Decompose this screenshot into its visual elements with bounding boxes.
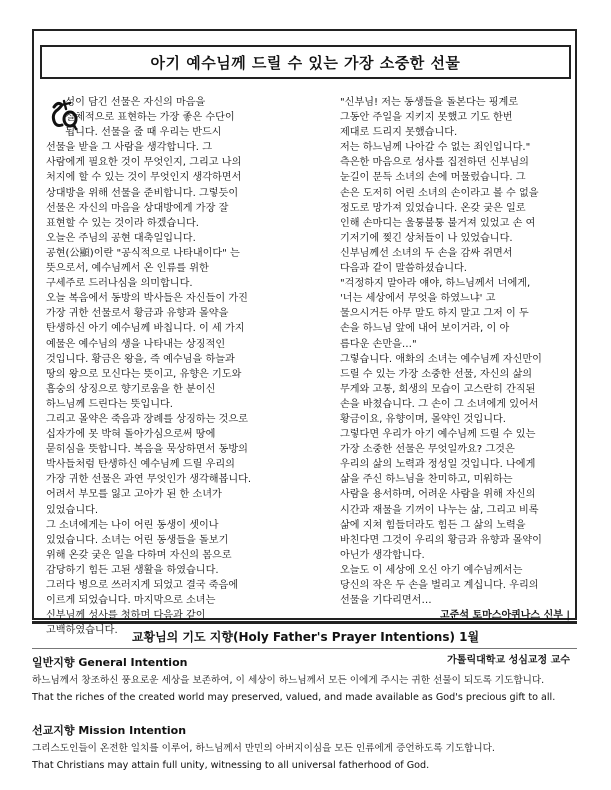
body-text-line: 시간과 재물을 기꺼이 나누는 삶, 그리고 비록: [340, 504, 539, 516]
body-text-line: 당신의 작은 두 손을 벌리고 계십니다. 우리의: [340, 580, 539, 591]
body-text-line: 처지에 할 수 있는 것이 무엇인지 생각하면서: [46, 172, 242, 184]
body-text-line: "걱정하지 말아라 얘야, 하느님께서 너에게,: [340, 278, 531, 290]
body-text-line: '너는 세상에서 무엇을 하였느냐' 고: [340, 293, 496, 305]
body-text-line: 황금이요, 유향이며, 몰약인 것입니다.: [340, 413, 507, 425]
body-text-line: 다음과 같이 말씀하셨습니다.: [340, 263, 468, 275]
body-text-line: 측은한 마음으로 성사를 집전하던 신부님의: [340, 157, 529, 169]
body-text-line: 드릴 수 있는 가장 소중한 선물, 자신의 삶의: [340, 368, 533, 380]
body-text-line: 탄생하신 아기 예수님께 바칩니다. 이 세 가지: [46, 323, 245, 335]
body-text-line: 상대방을 위해 선물을 준비합니다. 그렇듯이: [46, 187, 239, 199]
general-intention-english: That the riches of the created world may preserved, valued, and made available as God's precious gift to all.: [32, 692, 556, 703]
body-text-line: 제대로 드리지 못했습니다.: [340, 127, 458, 139]
general-intention-heading: 일반지향 General Intention: [32, 656, 188, 669]
body-text-line: 선물은 자신의 마음을 상대방에게 가장 잘: [46, 202, 229, 214]
mission-intention-english: That Christians may attain full unity, witnessing to all universal fatherhood of God.: [32, 760, 430, 771]
body-text-line: 기저기에 찢긴 상처들이 나 있었습니다.: [340, 232, 513, 244]
body-text-line: 사람에게 필요한 것이 무엇인지, 그리고 나의: [46, 157, 242, 169]
body-text-line: 이르게 되었습니다. 마지막으로 소녀는: [46, 595, 216, 607]
body-text-line: 손을 하느님 앞에 내어 보이거라, 이 아: [340, 323, 510, 335]
body-text-line: 그렇다면 우리가 아기 예수님께 드릴 수 있는: [340, 429, 536, 441]
body-text-line: 묻히심을 뜻합니다. 복음을 묵상하면서 동방의: [46, 444, 248, 456]
body-text-line: 예물은 예수님의 생을 나타내는 상징적인: [46, 338, 226, 350]
mission-intention-heading: 선교지향 Mission Intention: [32, 724, 187, 737]
article-right-column: [340, 95, 576, 608]
body-text-line: 삶을 주신 하느님을 찬미하고, 미워하는: [340, 474, 513, 486]
body-text-line: "신부님! 저는 동생들을 돌본다는 핑계로: [340, 97, 519, 108]
body-text-line: 손을 바쳤습니다. 그 손이 그 소녀에게 있어서: [340, 398, 539, 410]
body-text-line: 표현할 수 있는 것이라 하겠습니다.: [46, 217, 200, 229]
body-text-line: 어려서 부모를 잃고 고아가 된 한 소녀가: [46, 489, 222, 501]
body-text-line: 것입니다. 황금은 왕을, 즉 예수님을 하늘과: [46, 353, 235, 365]
body-text-line: 위해 온갖 궂은 일을 다하며 자신의 몸으로: [46, 549, 232, 561]
body-text-line: 우리의 삶의 노력과 정성일 것입니다. 나에게: [340, 459, 536, 471]
body-text-line: 정도로 망가져 있었습니다. 온갖 궂은 일로: [340, 202, 526, 214]
article-title: 아기 예수님께 드릴 수 있는 가장 소중한 선물: [40, 45, 571, 79]
body-text-line: 실체적으로 표현하는 가장 좋은 수단이: [46, 112, 235, 124]
body-text-line: 뜻으로서, 예수님께서 온 인류를 위한: [46, 263, 209, 275]
body-text-line: 됩니다. 선물을 줄 때 우리는 반드시: [46, 127, 222, 139]
body-text-line: 있었습니다.: [46, 504, 99, 516]
body-text-line: 박사들처럼 탄생하신 예수님께 드릴 우리의: [46, 459, 235, 471]
body-text-line: 아닌가 생각합니다.: [340, 549, 425, 561]
article-left-column: [46, 95, 298, 638]
author-affiliation: 가톨릭대학교 성심교정 교수: [447, 655, 571, 666]
body-text-line: 그동안 주일을 지키지 못했고 기도 한번: [340, 112, 513, 124]
body-text-line: 그리고 몰약은 죽음과 장례를 상징하는 것으로: [46, 413, 248, 425]
general-intention-korean: 하느님께서 창조하신 풍요로운 세상을 보존하여, 이 세상이 하느님께서 모든 이에게 주시는 귀한 선물이 되도록 기도합니다.: [32, 675, 545, 686]
mission-intention-korean: 그리스도인들이 온전한 일치를 이루어, 하느님께서 만민의 아버지이심을 모든 인류에게 증언하도록 기도합니다.: [32, 743, 495, 754]
body-text-line: 그러다 병으로 쓰러지게 되었고 결국 죽음에: [46, 580, 239, 591]
body-text-line: 사람을 용서하며, 어려운 사람을 위해 자신의: [340, 489, 536, 501]
body-text-line: 그 소녀에게는 나이 어린 동생이 셋이나: [46, 519, 219, 531]
body-text-line: 신부님께선 소녀의 두 손을 감싸 쥐면서: [340, 247, 513, 259]
body-text-line: 가장 귀한 선물은 과연 무엇인가 생각해봅니다.: [46, 474, 252, 486]
body-text-line: 구세주로 드러나심을 의미합니다.: [46, 278, 193, 290]
body-text-line: 인해 손마디는 울퉁불퉁 불거져 있었고 손 여: [340, 217, 536, 229]
body-text-line: 오늘도 이 세상에 오신 아기 예수님께서는: [340, 564, 523, 576]
body-text-line: 공현(公顯)이란 "공식적으로 나타내이다" 는: [46, 247, 240, 259]
body-text-line: 무게와 고통, 희생의 모습이 고스란히 간직된: [340, 383, 536, 395]
body-text-line: 신부님께 성사를 청하며 다음과 같이: [46, 610, 206, 622]
body-text-line: 물으시거든 아무 말도 하지 말고 그저 이 두: [340, 308, 529, 320]
body-text-line: 그렇습니다. 애화의 소녀는 예수님께 자신만이: [340, 353, 542, 365]
body-text-line: 오늘은 주님의 공현 대축일입니다.: [46, 232, 196, 244]
author-name: 고준석 토마스아퀴나스 신부 |: [440, 610, 571, 621]
body-text-line: 십자가에 못 박혀 돌아가심으로써 땅에: [46, 429, 216, 441]
body-text-line: 가장 귀한 선물로서 황금과 유향과 몰약을: [46, 308, 229, 320]
body-text-line: 성이 담긴 선물은 자신의 마음을: [46, 97, 206, 108]
body-text-line: 저는 하느님께 나아갈 수 없는 죄인입니다.": [340, 142, 531, 154]
body-text-line: 삶에 지쳐 힘들더라도 힘든 그 삶의 노력을: [340, 519, 526, 531]
body-text-line: 오늘 복음에서 동방의 박사들은 자신들이 가진: [46, 293, 248, 305]
intentions-title: 교황님의 기도 지향(Holy Father's Prayer Intentions) 1월: [131, 630, 480, 644]
body-text-line: 감당하기 힘든 고된 생활을 하였습니다.: [46, 564, 219, 576]
body-text-line: 땅의 왕으로 모신다는 뜻이고, 유향은 기도와: [46, 368, 242, 380]
intentions-title-underline: [32, 648, 577, 649]
body-text-line: 선물을 기다리면서…: [340, 595, 432, 607]
body-text-line: 선물을 받을 그 사람을 생각합니다. 그: [46, 142, 213, 154]
body-text-line: 있었습니다. 소녀는 어린 동생들을 돌보기: [46, 534, 229, 546]
body-text-line: 고백하였습니다.: [46, 625, 118, 637]
body-text-line: 름다운 손만을…": [340, 338, 417, 350]
body-text-line: 눈길이 문득 소녀의 손에 머물렀습니다. 그: [340, 172, 526, 184]
section-divider: [32, 621, 577, 624]
body-text-line: 하느님께 드린다는 뜻입니다.: [46, 398, 174, 410]
body-text-line: 손은 도저히 어린 소녀의 손이라고 볼 수 없을: [340, 187, 539, 199]
body-text-line: 흠숭의 상징으로 향기로움을 한 분이신: [46, 383, 216, 395]
body-text-line: 바친다면 그것이 우리의 황금과 유향과 몰약이: [340, 534, 542, 546]
body-text-line: 가장 소중한 선물은 무엇일까요? 그것은: [340, 444, 515, 456]
